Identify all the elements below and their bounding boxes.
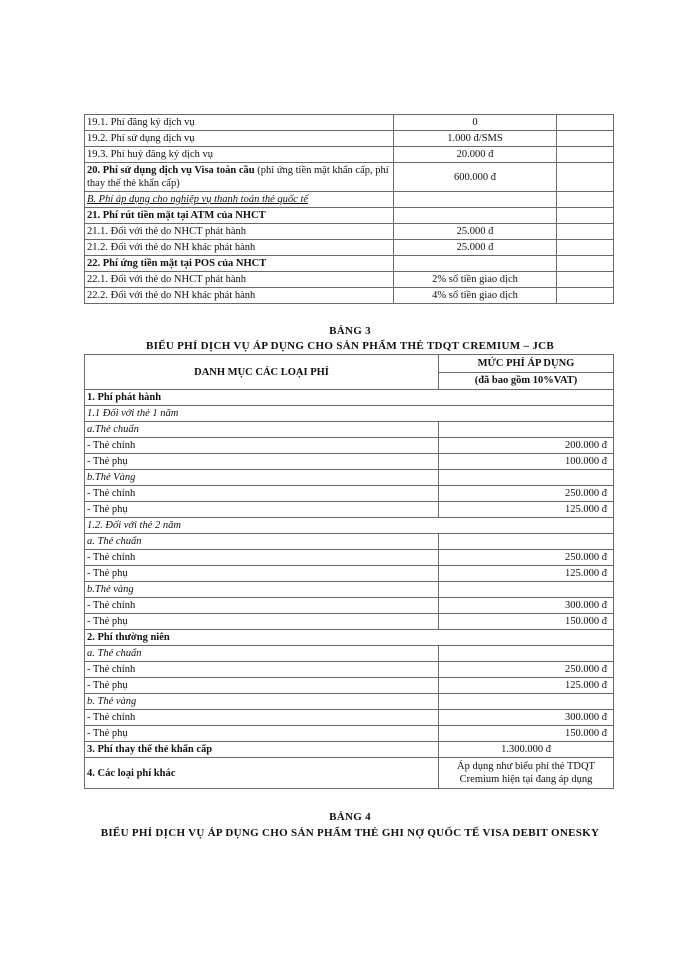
fee-category: a. Thẻ chuẩn (85, 534, 439, 550)
table-row (85, 163, 614, 192)
fee-category: - Thẻ phụ (85, 614, 439, 630)
fee-category: - Thẻ phụ (85, 502, 439, 518)
bang3-col2-header: MỨC PHÍ ÁP DỤNG (đã bao gồm 10%VAT) (439, 355, 614, 390)
fee-amount: 300.000 đ (439, 598, 614, 614)
bang4-title: BẢNG 4 (329, 811, 371, 823)
empty-cell (557, 272, 614, 288)
fee-category: 2. Phí thường niên (85, 630, 614, 646)
fee-category: 1.2. Đối với thẻ 2 năm (85, 518, 614, 534)
table-row (85, 678, 614, 694)
fee-category: 1.1 Đối với thẻ 1 năm (85, 406, 614, 422)
table-row (85, 550, 614, 566)
fee-amount: 150.000 đ (439, 614, 614, 630)
fee-label: 19.1. Phí đăng ký dịch vụ (85, 115, 394, 131)
fee-amount (439, 470, 614, 486)
bang3-title: BẢNG 3 (329, 325, 371, 337)
bang3-subtitle: BIỂU PHÍ DỊCH VỤ ÁP DỤNG CHO SẢN PHẨM THẺ TDQT CREMIUM – JCB (145, 340, 555, 352)
table-row (85, 406, 614, 422)
empty-cell (557, 163, 614, 192)
table-row (85, 272, 614, 288)
table-row (85, 486, 614, 502)
table-row (85, 240, 614, 256)
empty-cell (557, 224, 614, 240)
fee-amount: 250.000 đ (439, 486, 614, 502)
fee-amount: 150.000 đ (439, 726, 614, 742)
table-row (85, 726, 614, 742)
fee-table-top (84, 114, 614, 304)
fee-category: 3. Phí thay thế thẻ khẩn cấp (85, 742, 439, 758)
table-row (85, 630, 614, 646)
fee-amount: 200.000 đ (439, 438, 614, 454)
empty-cell (557, 115, 614, 131)
fee-value: 0 (394, 115, 557, 131)
empty-cell (557, 208, 614, 224)
fee-amount (439, 646, 614, 662)
fee-value (394, 256, 557, 272)
table-row (85, 208, 614, 224)
table-row (85, 502, 614, 518)
fee-value: 20.000 đ (394, 147, 557, 163)
table-row (85, 224, 614, 240)
fee-amount: 100.000 đ (439, 454, 614, 470)
table-row (85, 614, 614, 630)
bang4-subtitle: BIỂU PHÍ DỊCH VỤ ÁP DỤNG CHO SẢN PHẨM THẺ GHI NỢ QUỐC TẾ VISA DEBIT ONESKY (100, 827, 600, 839)
fee-category: a. Thẻ chuẩn (85, 646, 439, 662)
fee-amount: 125.000 đ (439, 502, 614, 518)
fee-value: 25.000 đ (394, 224, 557, 240)
fee-category: - Thẻ phụ (85, 726, 439, 742)
fee-label: 21. Phí rút tiền mặt tại ATM của NHCT (85, 208, 394, 224)
fee-label: 21.2. Đối với thẻ do NH khác phát hành (85, 240, 394, 256)
fee-value: 600.000 đ (394, 163, 557, 192)
table-row (85, 518, 614, 534)
empty-cell (557, 147, 614, 163)
fee-amount (439, 694, 614, 710)
fee-amount: 1.300.000 đ (439, 742, 614, 758)
table-row (85, 147, 614, 163)
fee-category: b. Thẻ vàng (85, 694, 439, 710)
fee-category: b.Thẻ Vàng (85, 470, 439, 486)
table-row (85, 710, 614, 726)
fee-category: - Thẻ chính (85, 598, 439, 614)
fee-label: 22.2. Đối với thẻ do NH khác phát hành (85, 288, 394, 304)
table-row (85, 454, 614, 470)
table-row (85, 288, 614, 304)
fee-amount: 125.000 đ (439, 678, 614, 694)
empty-cell (557, 256, 614, 272)
table-row (85, 390, 614, 406)
fee-category: - Thẻ chính (85, 550, 439, 566)
fee-category: - Thẻ chính (85, 486, 439, 502)
table-row (85, 192, 614, 208)
table-row (85, 662, 614, 678)
table-row (85, 694, 614, 710)
fee-amount (439, 422, 614, 438)
fee-label: 19.3. Phí huỷ đăng ký dịch vụ (85, 147, 394, 163)
fee-value (394, 208, 557, 224)
fee-value: 2% số tiền giao dịch (394, 272, 557, 288)
fee-amount (439, 582, 614, 598)
fee-category: - Thẻ phụ (85, 454, 439, 470)
fee-category: 1. Phí phát hành (85, 390, 614, 406)
fee-amount: 250.000 đ (439, 550, 614, 566)
fee-amount: 300.000 đ (439, 710, 614, 726)
table-row (85, 534, 614, 550)
table-row (85, 742, 614, 758)
table-row (85, 115, 614, 131)
fee-category: 4. Các loại phí khác (85, 758, 439, 789)
fee-category: - Thẻ phụ (85, 566, 439, 582)
table-row (85, 438, 614, 454)
table-row (85, 422, 614, 438)
empty-cell (557, 288, 614, 304)
table-row (85, 758, 614, 789)
fee-value: 25.000 đ (394, 240, 557, 256)
empty-cell (557, 192, 614, 208)
fee-category: - Thẻ chính (85, 438, 439, 454)
fee-label: 20. Phí sử dụng dịch vụ Visa toàn cầu (phí ứng tiền mặt khẩn cấp, phí thay thế thẻ khẩn cấp) (85, 163, 394, 192)
table-row (85, 566, 614, 582)
fee-label: 21.1. Đối với thẻ do NHCT phát hành (85, 224, 394, 240)
fee-amount (439, 534, 614, 550)
fee-category: - Thẻ chính (85, 710, 439, 726)
fee-category: b.Thẻ vàng (85, 582, 439, 598)
table-row (85, 598, 614, 614)
table-row (85, 131, 614, 147)
bang3-col1-header: DANH MỤC CÁC LOẠI PHÍ (85, 355, 439, 390)
fee-value: 4% số tiền giao dịch (394, 288, 557, 304)
fee-amount: 125.000 đ (439, 566, 614, 582)
table-row (85, 256, 614, 272)
fee-amount: Áp dụng như biểu phí thẻ TDQT Cremium hiện tại đang áp dụng (439, 758, 614, 789)
fee-label: 22. Phí ứng tiền mặt tại POS của NHCT (85, 256, 394, 272)
fee-category: a.Thẻ chuẩn (85, 422, 439, 438)
fee-category: - Thẻ phụ (85, 678, 439, 694)
empty-cell (557, 240, 614, 256)
fee-value (394, 192, 557, 208)
fee-category: - Thẻ chính (85, 662, 439, 678)
fee-label: B. Phí áp dụng cho nghiệp vụ thanh toán thẻ quốc tế (85, 192, 394, 208)
fee-label: 19.2. Phí sử dụng dịch vụ (85, 131, 394, 147)
table-row (85, 646, 614, 662)
empty-cell (557, 131, 614, 147)
fee-label: 22.1. Đối với thẻ do NHCT phát hành (85, 272, 394, 288)
table-row (85, 582, 614, 598)
fee-value: 1.000 đ/SMS (394, 131, 557, 147)
bang3-fee-table (84, 354, 614, 789)
table-row (85, 470, 614, 486)
fee-amount: 250.000 đ (439, 662, 614, 678)
